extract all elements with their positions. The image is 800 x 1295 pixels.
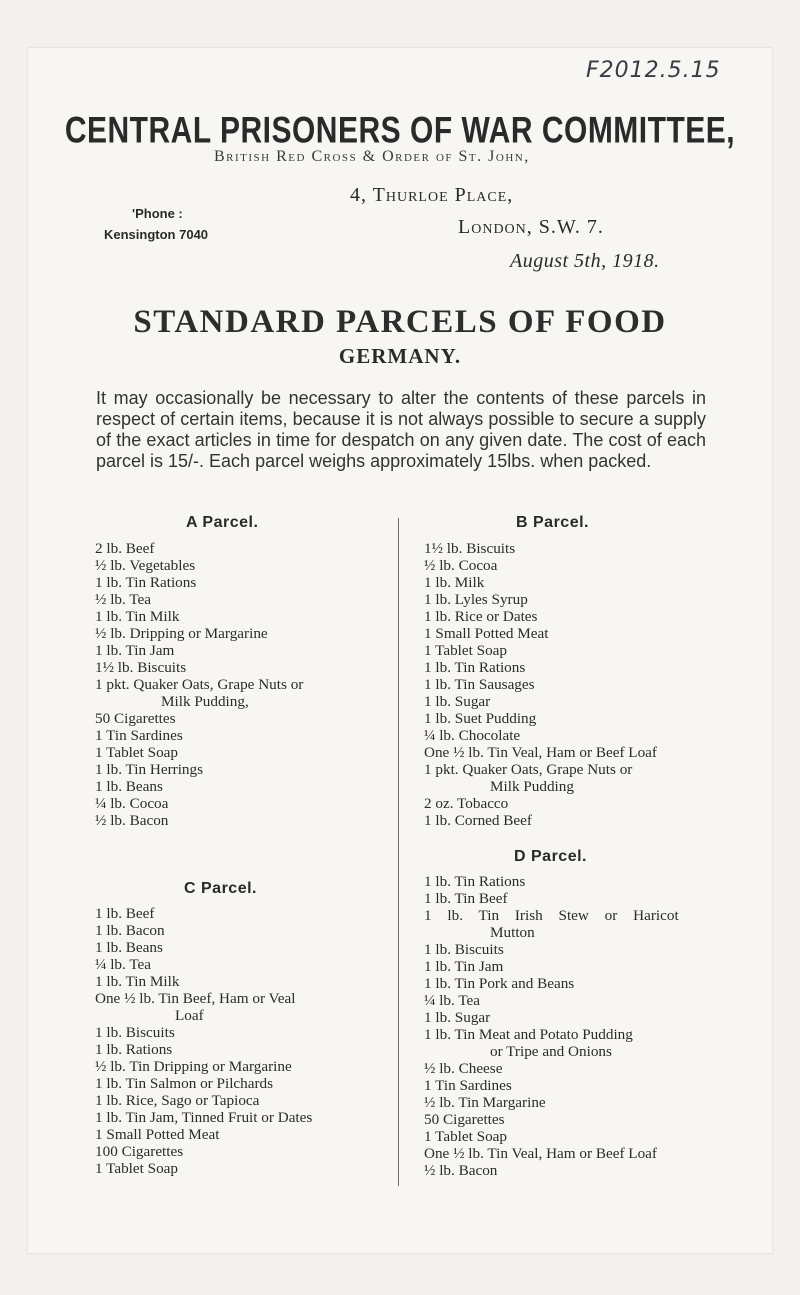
document-heading: STANDARD PARCELS OF FOOD [133,304,667,340]
list-item: 1½ lb. Biscuits [95,659,187,676]
parcel-a-list [95,540,303,829]
list-item: 1½ lb. Biscuits [424,540,516,557]
list-item: 1 Tablet Soap [424,642,508,659]
list-item: One ½ lb. Tin Veal, Ham or Beef Loaf [424,744,657,761]
list-item: 50 Cigarettes [95,710,176,727]
list-item: 2 lb. Beef [95,540,155,557]
list-item: 1 Tablet Soap [95,1160,179,1177]
list-item: 1 lb. Tin Beef [424,890,508,907]
list-item: 1 pkt. Quaker Oats, Grape Nuts or [95,676,304,693]
list-item: 1 lb. Tin Jam [95,642,175,659]
list-item: 1 lb. Tin Jam [424,958,504,975]
list-item: ½ lb. Vegetables [95,557,196,574]
list-item: 1 lb. Tin Rations [424,659,526,676]
parcel-d-title: D Parcel. [514,848,587,865]
parcel-b-list [424,540,657,829]
list-item: 1 lb. Tin Pork and Beans [424,975,575,992]
list-item: ½ lb. Cocoa [424,557,498,574]
parcel-a-title: A Parcel. [186,514,259,531]
committee-subtitle: British Red Cross & Order of St. John, [214,148,530,165]
list-item: 1 pkt. Quaker Oats, Grape Nuts or [424,761,633,778]
list-item: 1 lb. Tin Jam, Tinned Fruit or Dates [95,1109,313,1126]
list-item: 100 Cigarettes [95,1143,184,1160]
list-item: or Tripe and Onions [490,1043,612,1060]
list-item: 1 lb. Tin Rations [95,574,197,591]
list-item: ¼ lb. Chocolate [424,727,521,744]
list-item: 1 Tin Sardines [95,727,183,744]
list-item: Milk Pudding, [161,693,249,710]
list-item: 1 lb. Biscuits [95,1024,175,1041]
list-item: 1 lb. Rice, Sago or Tapioca [95,1092,260,1109]
list-item: 1 lb. Tin Milk [95,973,180,990]
list-item: 1 lb. Sugar [424,693,491,710]
list-item: ½ lb. Tea [95,591,152,608]
list-item: 1 lb. Tin Salmon or Pilchards [95,1075,274,1092]
list-item: 1 Tablet Soap [424,1128,508,1145]
list-item: ½ lb. Bacon [95,812,169,829]
list-item: ½ lb. Dripping or Margarine [95,625,268,642]
address-line-1: 4, Thurloe Place, [350,184,514,206]
document-date: August 5th, 1918. [510,250,660,272]
list-item: 1 lb. Beef [95,905,155,922]
list-item: One ½ lb. Tin Veal, Ham or Beef Loaf [424,1145,657,1162]
phone-number: Kensington 7040 [104,227,209,242]
list-item: ½ lb. Bacon [424,1162,498,1179]
list-item: 1 lb. Bacon [95,922,165,939]
address-line-2: London, S.W. 7. [458,216,604,238]
list-item: ¼ lb. Tea [95,956,152,973]
list-item: 1 lb. Suet Pudding [424,710,537,727]
list-item: ½ lb. Tin Margarine [424,1094,546,1111]
list-item: Milk Pudding [490,778,574,795]
list-item: ½ lb. Tin Dripping or Margarine [95,1058,292,1075]
list-item: 1 lb. Tin Milk [95,608,180,625]
column-divider [398,518,399,1186]
list-item: 1 Tin Sardines [424,1077,512,1094]
committee-title: CENTRAL PRISONERS OF WAR COMMITTEE, [64,110,736,152]
list-item: 1 lb. Rice or Dates [424,608,538,625]
accession-number: F2012.5.15 [586,58,721,83]
list-item: 1 Small Potted Meat [424,625,549,642]
list-item: Loaf [175,1007,204,1024]
parcel-d-list [424,873,679,1179]
list-item: 1 lb. Rations [95,1041,173,1058]
list-item: 1 lb. Tin Rations [424,873,526,890]
list-item: 1 lb. Tin Herrings [95,761,204,778]
list-item: ¼ lb. Tea [424,992,481,1009]
parcel-c-title: C Parcel. [184,880,257,897]
list-item: 2 oz. Tobacco [424,795,509,812]
intro-paragraph: It may occasionally be necessary to alter the contents of these parcels in respect of certain items, because it is not always possible to secure a supply of the exact articles in time for despatch on any given date. The cost of each parcel is 15/-. Each parcel weighs approximately 15lbs. when packed. [96,388,706,471]
list-item: ¼ lb. Cocoa [95,795,169,812]
list-item: 1 lb. Lyles Syrup [424,591,528,608]
list-item: One ½ lb. Tin Beef, Ham or Veal [95,990,296,1007]
list-item: 1 lb. Sugar [424,1009,491,1026]
country-heading: GERMANY. [338,344,462,368]
list-item: 50 Cigarettes [424,1111,505,1128]
list-item: 1 lb. Beans [95,939,163,956]
parcel-c-list [95,905,312,1177]
list-item: 1 lb. Milk [424,574,485,591]
list-item: 1 lb. Beans [95,778,163,795]
list-item: 1 Small Potted Meat [95,1126,220,1143]
list-item: 1 lb. Tin Sausages [424,676,535,693]
list-item: 1 Tablet Soap [95,744,179,761]
list-item: 1 lb. Tin Meat and Potato Pudding [424,1026,633,1043]
phone-label: 'Phone : [132,206,183,221]
list-item: 1 lb. Biscuits [424,941,504,958]
list-item: ½ lb. Cheese [424,1060,503,1077]
list-item: 1 lb. Tin Irish Stew or Haricot [424,907,679,924]
parcel-b-title: B Parcel. [516,514,589,531]
list-item: Mutton [490,924,535,941]
list-item: 1 lb. Corned Beef [424,812,532,829]
